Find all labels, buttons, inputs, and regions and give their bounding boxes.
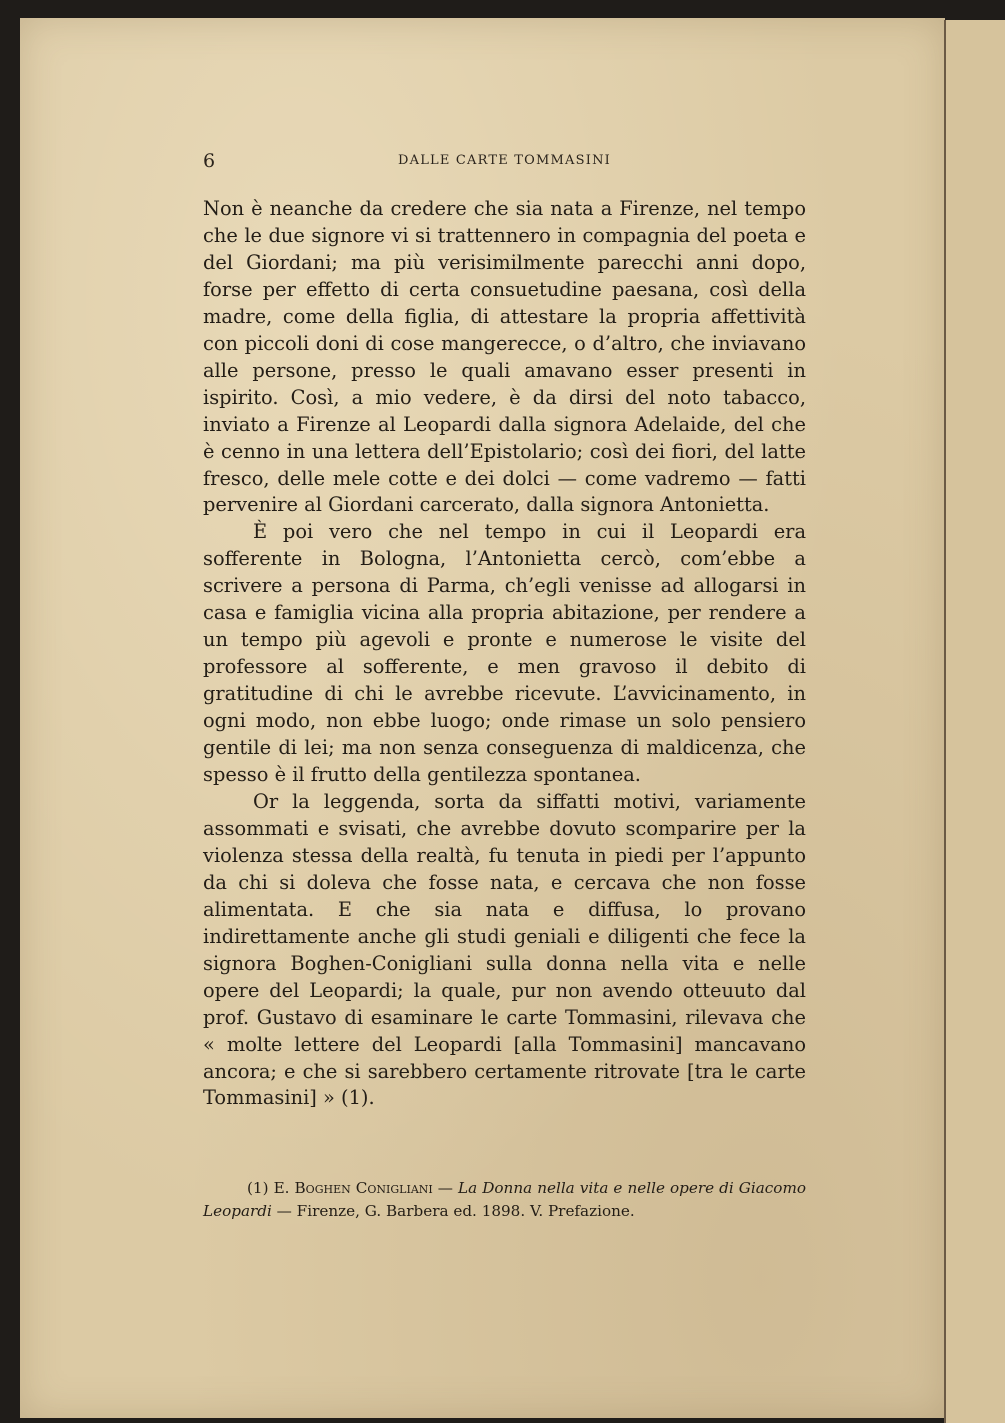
body-text bbox=[203, 196, 806, 1112]
footnote-publisher: — Firenze, G. Barbera ed. 1898. V. Prefazione. bbox=[276, 1202, 635, 1220]
page-number: 6 bbox=[203, 150, 216, 172]
footnote-title: La Donna nella vita e nelle opere di Giacomo Leopardi bbox=[203, 1179, 806, 1220]
paragraph-1: Non è neanche da credere che sia nata a Firenze, nel tempo che le due signore vi si trattennero in compagnia del poeta e del Giordani; ma più verisimilmente parecchi anni dopo, forse per effetto di certa consuetudine paesana, così della madre, come della figlia, di attestare la propria affettività con piccoli doni di cose mangerecce, o d’altro, che inviavano alle persone, presso le quali amavano esser presenti in ispirito. Così, a mio vedere, è da dirsi del noto tabacco, inviato a Firenze al Leopardi dalla signora Adelaide, del che è cenno in una lettera dell’Epistolario; così dei fiori, del latte fresco, delle mele cotte e dei dolci — come vadremo — fatti pervenire al Giordani carcerato, dalla signora Antonietta. bbox=[203, 197, 806, 517]
footnote-marker: (1) bbox=[247, 1179, 269, 1197]
paragraph-3: Or la leggenda, sorta da siffatti motivi, variamente assommati e svisati, che avrebbe dovuto scomparire per la violenza stessa della realtà, fu tenuta in piedi per l’appunto da chi si doleva che fosse nata, e cercava che non fosse alimentata. E che sia nata e diffusa, lo provano indirettamente anche gli studi geniali e diligenti che fece la signora Boghen-Conigliani sulla donna nella vita e nelle opere del Leopardi; la quale, pur non avendo otteuuto dal prof. Gustavo di esaminare le carte Tommasini, rilevava che « molte lettere del Leopardi [alla Tommasini] mancavano ancora; e che si sarebbero certamente ritrovate [tra le carte Tommasini] » (1). bbox=[203, 789, 806, 1110]
footnote-dash: — bbox=[437, 1179, 453, 1197]
footnote bbox=[203, 1177, 806, 1223]
page-header bbox=[203, 150, 806, 174]
paragraph-2: È poi vero che nel tempo in cui il Leopardi era sofferente in Bologna, l’Antonietta cercò, com’ebbe a scrivere a persona di Parma, ch’egli venisse ad allogarsi in casa e famiglia vicina alla propria abitazione, per rendere a un tempo più agevoli e pronte e numerose le visite del professore al sofferente, e men gravoso il debito di gratitudine di chi le avrebbe ricevute. L’avvicinamento, in ogni modo, non ebbe luogo; onde rimase un solo pensiero gentile di lei; ma non senza conseguenza di maldicenza, che spesso è il frutto della gentilezza spontanea. bbox=[203, 520, 806, 787]
adjacent-page-edge bbox=[944, 20, 1005, 1423]
running-title: DALLE CARTE TOMMASINI bbox=[398, 153, 611, 168]
footnote-author: E. Boghen Conigliani bbox=[273, 1179, 433, 1197]
